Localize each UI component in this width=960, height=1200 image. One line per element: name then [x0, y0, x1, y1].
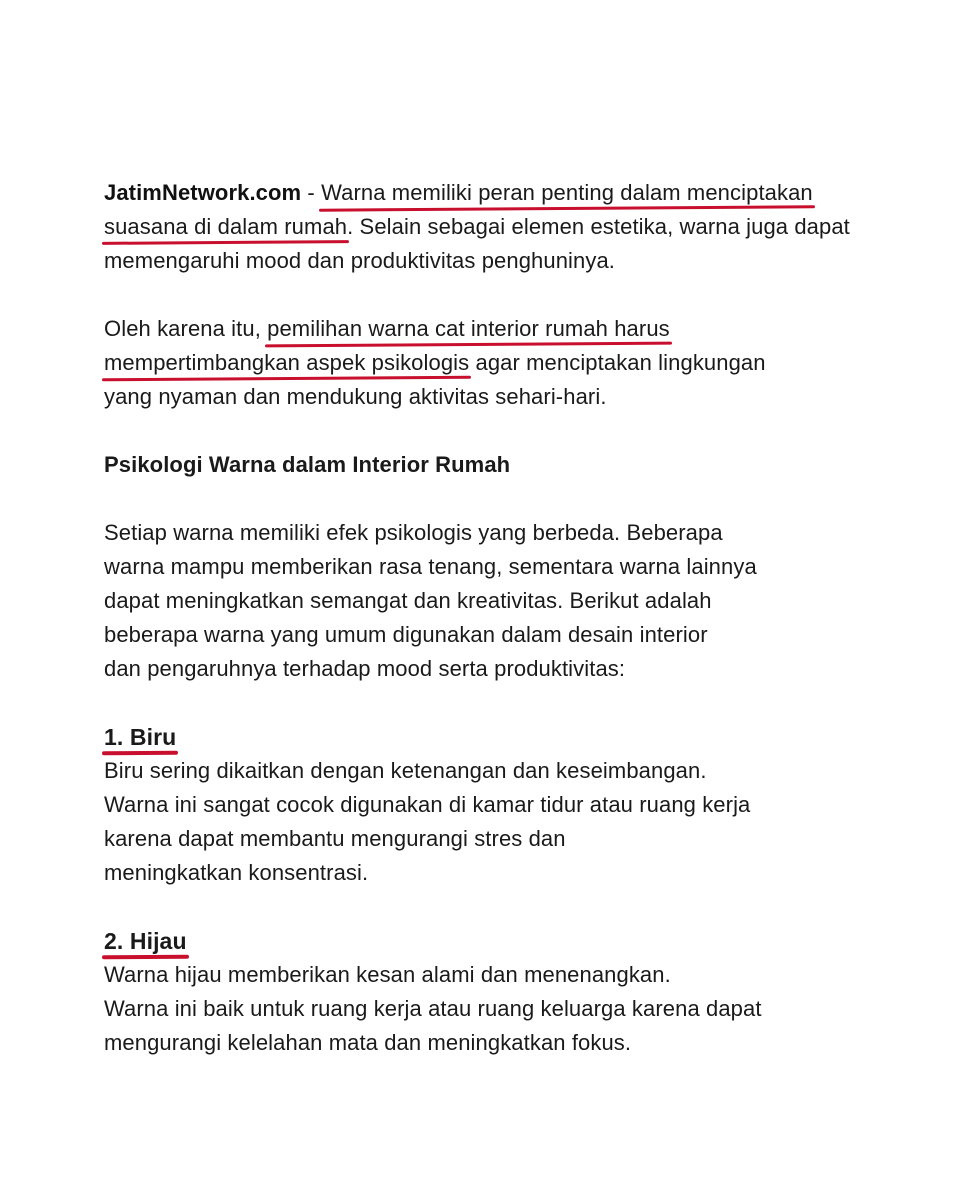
- third-line-5: dan pengaruhnya terhadap mood serta produktivitas:: [104, 656, 626, 681]
- highlight-phrase: Warna memiliki peran penting dalam menciptakan: [321, 180, 813, 205]
- third-line-2: warna mampu memberikan rasa tenang, sementara warna lainnya: [104, 554, 757, 579]
- second-line-2: [104, 346, 924, 380]
- third-line-1: Setiap warna memiliki efek psikologis yang berbeda. Beberapa: [104, 520, 723, 545]
- subheading-hijau: [104, 924, 924, 958]
- biru-line-4: meningkatkan konsentrasi.: [104, 860, 369, 885]
- hijau-line-3: mengurangi kelelahan mata dan meningkatkan fokus.: [104, 1030, 632, 1055]
- second-paragraph: [104, 312, 924, 414]
- intro-paragraph: [104, 176, 924, 278]
- third-paragraph: [104, 516, 924, 686]
- subheading-biru-text: 1. Biru: [104, 724, 177, 750]
- intro-line-3: memengaruhi mood dan produktivitas penghuninya.: [104, 248, 616, 273]
- third-line-3: dapat meningkatkan semangat dan kreativitas. Berikut adalah: [104, 588, 712, 613]
- intro-line-1: [104, 176, 924, 210]
- source-name: JatimNetwork.com: [104, 180, 302, 205]
- hijau-line-2: Warna ini baik untuk ruang kerja atau ruang keluarga karena dapat: [104, 996, 762, 1021]
- section-biru: [104, 720, 924, 890]
- article-body: [104, 176, 924, 1060]
- third-line-4: beberapa warna yang umum digunakan dalam desain interior: [104, 622, 708, 647]
- biru-line-3: karena dapat membantu mengurangi stres dan: [104, 826, 566, 851]
- biru-line-1: Biru sering dikaitkan dengan ketenangan dan keseimbangan.: [104, 758, 707, 783]
- text-span: Oleh karena itu,: [104, 316, 268, 341]
- text-span: agar menciptakan lingkungan: [469, 350, 766, 375]
- section-heading: Psikologi Warna dalam Interior Rumah: [104, 452, 511, 477]
- highlight-phrase: suasana di dalam rumah: [104, 214, 348, 239]
- highlight-phrase: mempertimbangkan aspek psikologis: [104, 350, 470, 375]
- intro-line-2: [104, 210, 924, 244]
- second-line-1: [104, 312, 924, 346]
- highlight-phrase: pemilihan warna cat interior rumah harus: [267, 316, 670, 341]
- second-line-3: yang nyaman dan mendukung aktivitas sehari-hari.: [104, 384, 607, 409]
- subheading-hijau-text: 2. Hijau: [104, 928, 187, 954]
- biru-line-2: Warna ini sangat cocok digunakan di kamar tidur atau ruang kerja: [104, 792, 751, 817]
- section-hijau: [104, 924, 924, 1060]
- hijau-line-1: Warna hijau memberikan kesan alami dan menenangkan.: [104, 962, 671, 987]
- subheading-biru: [104, 720, 924, 754]
- source-separator: -: [301, 180, 322, 205]
- text-span: . Selain sebagai elemen estetika, warna juga dapat: [347, 214, 850, 239]
